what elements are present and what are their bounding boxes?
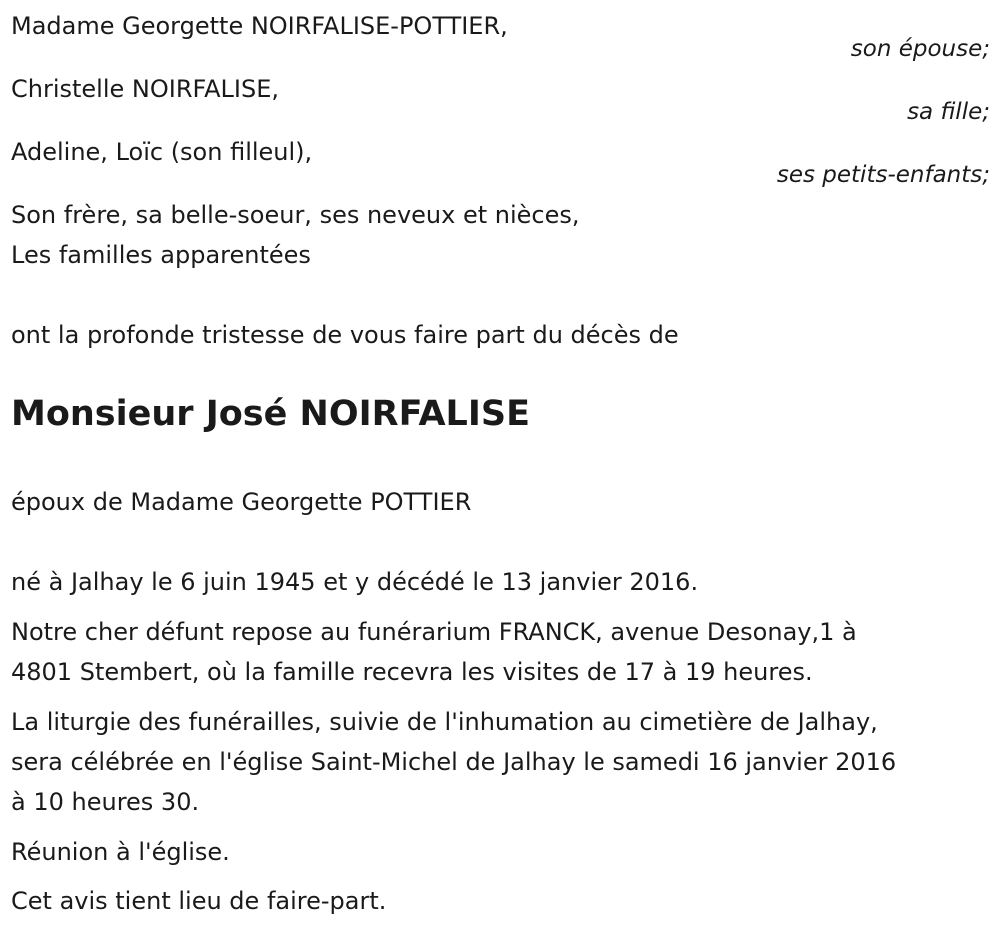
relatives-line-1: Son frère, sa belle-soeur, ses neveux et nièces, [11,201,580,229]
relatives-line-2: Les familles apparentées [11,241,311,269]
liturgy-line-3: à 10 heures 30. [11,788,200,816]
notice-line: Cet avis tient lieu de faire-part. [11,887,387,915]
deceased-name: Monsieur José NOIRFALISE [11,394,530,434]
family-role-spouse: son épouse; [850,36,990,62]
family-role-daughter: sa fille; [907,99,990,125]
liturgy-line-2: sera célébrée en l'église Saint-Michel de Jalhay le samedi 16 janvier 2016 [11,748,897,776]
spouse-line: époux de Madame Georgette POTTIER [11,488,472,516]
family-member-spouse: Madame Georgette NOIRFALISE-POTTIER, [11,12,508,40]
announcement-text: ont la profonde tristesse de vous faire part du décès de [11,321,679,349]
birth-death-line: né à Jalhay le 6 juin 1945 et y décédé le 13 janvier 2016. [11,568,699,596]
funerarium-line-2: 4801 Stembert, où la famille recevra les visites de 17 à 19 heures. [11,658,813,686]
family-role-grandchildren: ses petits-enfants; [776,162,990,188]
family-member-daughter: Christelle NOIRFALISE, [11,75,280,103]
family-member-grandchildren: Adeline, Loïc (son filleul), [11,138,313,166]
funerarium-line-1: Notre cher défunt repose au funérarium FRANCK, avenue Desonay,1 à [11,618,857,646]
liturgy-line-1: La liturgie des funérailles, suivie de l'inhumation au cimetière de Jalhay, [11,708,878,736]
meeting-line: Réunion à l'église. [11,838,230,866]
